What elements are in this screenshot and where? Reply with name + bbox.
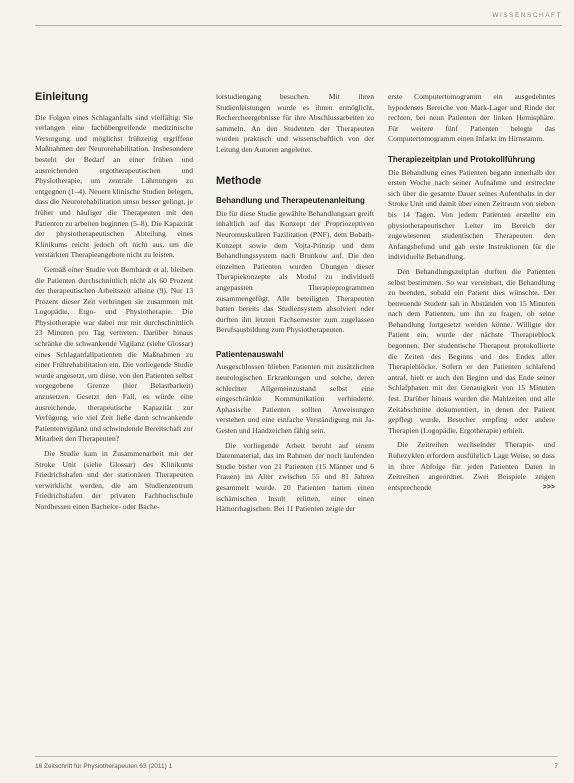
page-footer [35,763,558,770]
paragraph: Die Studie kam in Zusammenarbeit mit der Stroke Unit (siehe Glossar) des Klinikums Friedrichshafen und der stationären Therapeuten verwirklicht werden, die am Studienzentrum Friedrichshafen der privaten Fachhochschule Nordhessen einen Bachelor- oder Bache- [35,449,193,511]
subheading-behandlung: Behandlung und Therapeutenanleitung [216,196,365,206]
continue-arrow-icon: >>> [542,483,555,491]
paragraph: Den Behandlungszeitplan durften die Patienten selbst bestimmen. So war vereinbart, die Behandlung zu beenden, sobald ein Patient dies wünschte. Der betreuende Student sah in Abständen von 15 Minuten nach dem Patienten, um ihn zu fragen, ob seine Behandlung fortgesetzt werden könne. Willigte der Patient ein, wurde der nächste Therapieblock begonnen. Der studentische Therapeut protokollierte die Zeiten des Beginns und des Endes aller Therapieblöcke. Sofern er den Patienten schlafend antraf, hielt er auch den Beginn und das Ende seiner Schlafphasen mit der Genauigkeit von 15 Minuten fest. Darüber hinaus wurden die Mahlzeiten und alle Zeitabschnitte dokumentiert, in denen der Patient gepflegt wurde, Besucher empfing oder andere Therapien (Logopädie, Ergotherapie) erhielt. [388,266,555,435]
section-rubric: WISSENSCHAFT [492,12,562,19]
paragraph: Gemäß einer Studie von Bernhardt et al. bleiben die Patienten durchschnittlich nicht als 60 Prozent der therapeutischen Arbeitszeit alleine (9). Nur 13 Prozent dieser Zeit verbringen sie zusammen mit Logopädie, Ergo- und Physiotherapie. Die Physiotherapie war dabei nur mit durchschnittlich 23 Minuten pro Tag vertreten. Darüber hinaus schränke die schwankende Vigilanz (siehe Glossar) eines Schlaganfallpatienten die Maßnahmen zu einer Frührehabilitation ein. Die vorliegende Studie wurde angesetzt, um diese, von den Patienten selbst vorgegebene Grenze (hier Belastbarkeit) anzusetzen. Gesetzt den Fall, es würde eine ausreichende, therapeutische Kapazität zur Verfügung, wie viel Zeit ließe dann schwankende Patientenvigilanz und schwindende Bereitschaft zur Mitarbeit den Therapeuten? [35,264,193,444]
paragraph: lorstudiengang besuchen. Mit ihren Studienleistungen wurde es ihnen ermöglicht, Rechercheergebnisse für ihre Abschlussarbeiten zu sammeln. An den Studenten der Therapeuten wurden praktisch und wissenschaftlich von der Leitung den Autoren angeleitet. [216,92,374,154]
paragraph: Die für diese Studie gewählte Behandlungsart greift inhaltlich auf das Konzept der Propriozeptiven Neuromuskulären Fazilitation (PNF), dem Bobath-Konzept sowie dem Vojta-Prinzip und dem Behandlungssystem nach Brunkow auf. Die den einzelnen Patienten wurden Übungen dieser Therapiekonzepte als Modul zu individuell angepassten Therapieprogrammen zusammengefügt. Alle beteiligten Therapeuten hatten bereits das Studiensystem absolviert oder durften ihn letzten Fachsemester zum zugelassen Berufsausbildung zum Physiotherapeuten. [216,208,374,335]
heading-methode: Methode [216,174,262,187]
journal-citation: 16 Zeitschrift für Physiotherapeuten 63 (2011) 1 [35,763,173,770]
paragraph: Die Behandlung eines Patienten begann innerhalb der ersten Woche nach seiner Aufnahme und erstreckte sich über die gesamte Dauer seines Aufenthalts in der Stroke Unit und damit über einen Zeitraum von sieben bis 14 Tagen. Von jedem Patienten erstellte ein physiotherapeutischer Leiter im Bereich der zugewiesenen studentischen Therapeuten den Anfangsbefund und gab erste Instruktionen für die individuelle Behandlung. [388,167,555,262]
column-2 [216,92,374,519]
subheading-patientenauswahl: Patientenauswahl [216,349,284,359]
paragraph [388,440,555,493]
heading-einleitung: Einleitung [35,91,89,103]
paragraph: Die Folgen eines Schlaganfalls sind vielfältig: Sie verlangen eine fachübergreifende medizinische Versorgung und möglichst frühzeitig ergriffene Maßnahmen der Neurorehabilitation. Insbesondere besteht der Bedarf an einer frühen und ausreichenden ergotherapeutischen und Physiotherapie, um zentrale Lähmungen zu entgegnen (1–4). Neuere klinische Studien belegen, dass die Neurorehabilitation umso besser gelingt, je früher und häufiger die Therapeuten mit den Patienten zu arbeiten beginnen (5–8). Die Kapazität der physiotherapeutischen Abteilung eines Klinikums reicht jedoch oft nicht aus, um die verstärkten Therapieangebote nicht zu leisten. [35,112,193,260]
column-3 [388,92,555,497]
page-number: 7 [554,763,558,770]
paragraph: Ausgeschlossen blieben Patienten mit zusätzlichen neurologischen Erkrankungen und solche, deren schlechter Allgemeinzustand selbst eine eingeschränkte Kommunikation verhinderte. Aphasische Patienten sollten Anweisungen verstehen und eine einfache Verständigung mit Ja-Gesten und Handzeichen fähig sein. [216,362,374,436]
paragraph: erste Computertomogramm ein ausgedehntes hypodenses Bereiche von Mark-Lager und Rinde der rechten, bei neun Patienten der linken Hemisphäre. Für weitere fünf Patienten belegte das Computertomogramm einen Infarkt im Hirnstamm. [388,92,555,144]
bottom-rule [35,756,558,757]
top-rule [35,25,562,26]
paragraph-text: Die Zeitreihen wechselnder Therapie- und Ruhezyklen erfordern ausführlich Lage Weise, so dass in ihrer Abfolge für jeden Patienten Daten in Zeitreihen angeordnet. Zwei Beispiele zeigen entsprechende [388,440,555,492]
paragraph: Die vorliegende Arbeit beruht auf einem Datenmaterial, das im Rahmen der noch laufenden Studie bisher von 21 Patienten (15 Männer und 6 Frauen) im Alter zwischen 55 und 81 Jahren gesammelt wurde. 20 Patienten hatten einen ischämischen Insult erlitten, einer einen Hämorrhagischen. Bei 11 Patienten zeigte der [216,440,374,514]
column-1 [35,92,193,517]
subheading-therapiezeitplan: Therapiezeitplan und Protokollführung [388,154,536,164]
